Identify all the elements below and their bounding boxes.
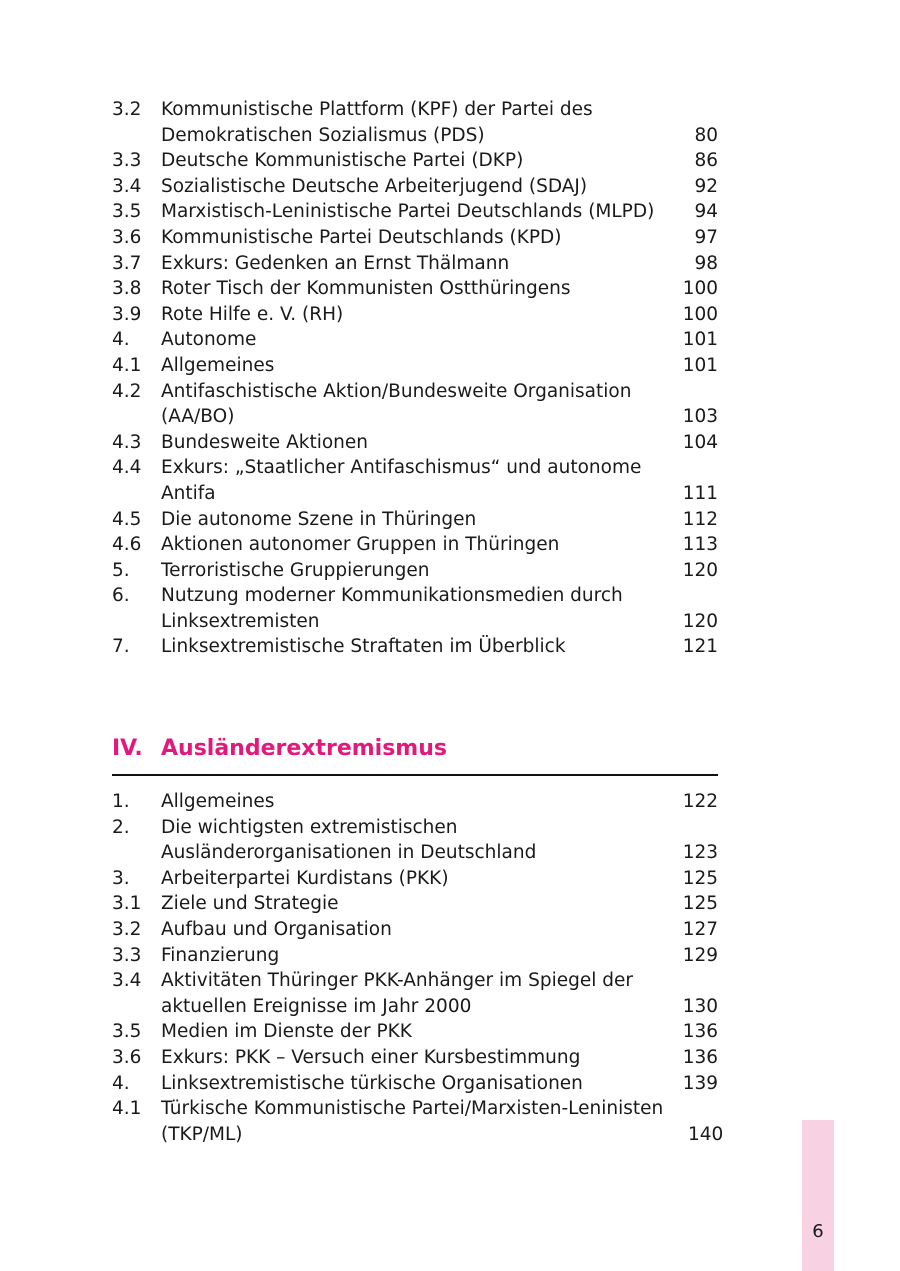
toc-entry <box>112 97 718 148</box>
entry-title-line: Exkurs: PKK – Versuch einer Kursbestimmung <box>161 1046 581 1068</box>
entry-page: 98 <box>694 252 718 274</box>
entry-page: 123 <box>682 842 718 864</box>
entry-page: 97 <box>694 226 718 248</box>
entry-title <box>161 379 658 430</box>
entry-title <box>161 532 658 558</box>
toc-entry <box>112 917 718 943</box>
entry-title-line: Rote Hilfe e. V. (RH) <box>161 303 344 325</box>
entry-title <box>161 1096 663 1147</box>
toc-entry <box>112 148 718 174</box>
entry-page: 103 <box>682 406 718 428</box>
entry-page: 104 <box>682 431 718 453</box>
entry-title-line: Terroristische Gruppierungen <box>161 559 430 581</box>
entry-title-line: Aktionen autonomer Gruppen in Thüringen <box>161 534 560 556</box>
entry-title <box>161 225 658 251</box>
toc-entry <box>112 430 718 456</box>
entry-title <box>161 891 658 917</box>
entry-number: 3.6 <box>112 226 142 248</box>
toc-entry <box>112 199 718 225</box>
toc-entry <box>112 276 718 302</box>
entry-number: 3.4 <box>112 970 142 992</box>
entry-page: 100 <box>682 278 718 300</box>
entry-title-line: Nutzung moderner Kommunikationsmedien durch <box>161 585 623 607</box>
entry-page: 92 <box>694 175 718 197</box>
entry-page: 101 <box>682 329 718 351</box>
entry-title <box>161 507 658 533</box>
entry-page: 130 <box>682 995 718 1017</box>
entry-title <box>161 789 658 815</box>
entry-number: 4.1 <box>112 1098 142 1120</box>
entry-number: 3.3 <box>112 944 142 966</box>
toc-entry <box>112 634 718 660</box>
entry-page: 111 <box>682 482 718 504</box>
entry-page: 140 <box>687 1123 724 1145</box>
toc-entry <box>112 866 718 892</box>
entry-title-line: Arbeiterpartei Kurdistans (PKK) <box>161 867 449 889</box>
entry-number: 7. <box>112 636 130 658</box>
toc-entry <box>112 1045 718 1071</box>
entry-title <box>161 815 658 866</box>
entry-number: 4.5 <box>112 508 142 530</box>
toc-entry <box>112 815 718 866</box>
toc-entry <box>112 943 718 969</box>
entry-title <box>161 276 658 302</box>
entry-title <box>161 430 658 456</box>
entry-title-line: Linksextremistische Straftaten im Überblick <box>161 636 566 658</box>
entry-number: 1. <box>112 791 130 812</box>
entry-number: 3. <box>112 867 130 889</box>
toc-entry <box>112 379 718 430</box>
entry-title <box>161 1019 658 1045</box>
entry-title <box>161 558 658 584</box>
entry-title <box>161 327 658 353</box>
entry-title-line: Antifa <box>161 482 216 504</box>
section-heading <box>112 733 718 765</box>
entry-page: 139 <box>682 1072 718 1094</box>
toc-entry <box>112 558 718 584</box>
entry-number: 6. <box>112 585 130 607</box>
entry-page: 127 <box>682 918 718 940</box>
entry-page: 80 <box>694 124 718 146</box>
entry-title <box>161 968 658 1019</box>
entry-page: 86 <box>694 150 718 172</box>
entry-title <box>161 199 658 225</box>
entry-title-line: Allgemeines <box>161 791 275 812</box>
page-tab <box>802 1120 834 1271</box>
entry-title-line: Marxistisch-Leninistische Partei Deutschlands (MLPD) <box>161 201 655 223</box>
entry-title <box>161 1045 658 1071</box>
entry-title <box>161 148 658 174</box>
entry-title-line: (AA/BO) <box>161 406 235 428</box>
entry-title-line: Medien im Dienste der PKK <box>161 1021 412 1043</box>
entry-title-line: Exkurs: „Staatlicher Antifaschismus“ und autonome <box>161 457 642 479</box>
entry-title-line: Exkurs: Gedenken an Ernst Thälmann <box>161 252 510 274</box>
toc-entry <box>112 353 718 379</box>
entry-title-line: Die wichtigsten extremistischen <box>161 816 458 838</box>
toc-entry <box>112 174 718 200</box>
toc-entry <box>112 1071 718 1097</box>
entry-page: 112 <box>682 508 718 530</box>
entry-title-line: Aktivitäten Thüringer PKK-Anhänger im Spiegel der <box>161 970 633 992</box>
toc-entry <box>112 968 718 1019</box>
entry-page: 129 <box>682 944 718 966</box>
entry-title-line: Ausländerorganisationen in Deutschland <box>161 842 537 864</box>
toc-list-top <box>112 97 718 660</box>
page-number: 6 <box>812 1221 824 1242</box>
entry-number: 4.1 <box>112 354 142 376</box>
entry-page: 94 <box>694 201 718 223</box>
entry-page: 100 <box>682 303 718 325</box>
entry-title-line: Ziele und Strategie <box>161 893 339 915</box>
entry-page: 136 <box>682 1021 718 1043</box>
entry-page: 122 <box>682 791 718 812</box>
entry-title <box>161 634 658 660</box>
entry-title <box>161 353 658 379</box>
entry-title-line: Türkische Kommunistische Partei/Marxisten-Leninisten <box>161 1098 664 1120</box>
entry-title-line: Roter Tisch der Kommunisten Ostthüringens <box>161 278 571 300</box>
entry-title <box>161 455 658 506</box>
entry-page: 136 <box>682 1046 718 1068</box>
entry-title <box>161 866 658 892</box>
entry-title-line: Sozialistische Deutsche Arbeiterjugend (SDAJ) <box>161 175 588 197</box>
toc-entry <box>112 507 718 533</box>
entry-number: 4. <box>112 1072 130 1094</box>
entry-page: 121 <box>682 636 718 658</box>
toc-entry <box>112 327 718 353</box>
entry-number: 3.3 <box>112 150 142 172</box>
toc-entry <box>112 1019 718 1045</box>
entry-title <box>161 943 658 969</box>
entry-title <box>161 174 658 200</box>
entry-title-line: Demokratischen Sozialismus (PDS) <box>161 124 485 146</box>
toc-list-bottom <box>112 789 724 1147</box>
entry-title-line: Kommunistische Plattform (KPF) der Partei des <box>161 99 593 120</box>
toc-entry <box>112 583 718 634</box>
toc-entry <box>112 891 718 917</box>
entry-number: 3.5 <box>112 1021 142 1043</box>
entry-number: 4.4 <box>112 457 142 479</box>
entry-number: 3.6 <box>112 1046 142 1068</box>
entry-page: 125 <box>682 867 718 889</box>
entry-title-line: (TKP/ML) <box>161 1123 243 1145</box>
entry-title-line: Bundesweite Aktionen <box>161 431 368 453</box>
entry-title <box>161 1071 658 1097</box>
toc-entry <box>112 1096 724 1147</box>
entry-page: 120 <box>682 559 718 581</box>
entry-title-line: Kommunistische Partei Deutschlands (KPD) <box>161 226 562 248</box>
entry-title <box>161 251 658 277</box>
entry-number: 2. <box>112 816 130 838</box>
entry-title <box>161 97 658 148</box>
entry-title-line: Linksextremistische türkische Organisationen <box>161 1072 583 1094</box>
entry-title-line: Finanzierung <box>161 944 280 966</box>
entry-number: 3.2 <box>112 99 142 120</box>
toc-entry <box>112 532 718 558</box>
entry-number: 4.6 <box>112 534 142 556</box>
entry-title-line: Die autonome Szene in Thüringen <box>161 508 477 530</box>
entry-number: 5. <box>112 559 130 581</box>
entry-title-line: Autonome <box>161 329 257 351</box>
entry-number: 4.3 <box>112 431 142 453</box>
entry-title-line: Aufbau und Organisation <box>161 918 392 940</box>
entry-title-line: Linksextremisten <box>161 610 320 632</box>
entry-number: 3.9 <box>112 303 142 325</box>
entry-number: 3.8 <box>112 278 142 300</box>
entry-title <box>161 302 658 328</box>
entry-number: 3.7 <box>112 252 142 274</box>
toc-entry <box>112 455 718 506</box>
entry-number: 3.2 <box>112 918 142 940</box>
entry-page: 101 <box>682 354 718 376</box>
entry-number: 3.1 <box>112 893 142 915</box>
toc-entry <box>112 302 718 328</box>
entry-page: 125 <box>682 893 718 915</box>
section-title: Ausländerextremismus <box>161 736 447 761</box>
entry-title-line: Deutsche Kommunistische Partei (DKP) <box>161 150 524 172</box>
section-rule <box>112 774 718 776</box>
toc-entry <box>112 789 718 815</box>
entry-number: 3.5 <box>112 201 142 223</box>
entry-number: 4.2 <box>112 380 142 402</box>
section-number: IV. <box>112 736 143 761</box>
toc-entry <box>112 251 718 277</box>
entry-title-line: Antifaschistische Aktion/Bundesweite Organisation <box>161 380 632 402</box>
entry-title <box>161 583 658 634</box>
toc-entry <box>112 225 718 251</box>
entry-number: 4. <box>112 329 130 351</box>
entry-title-line: Allgemeines <box>161 354 275 376</box>
entry-title <box>161 917 658 943</box>
entry-number: 3.4 <box>112 175 142 197</box>
entry-page: 120 <box>682 610 718 632</box>
entry-page: 113 <box>682 534 718 556</box>
entry-title-line: aktuellen Ereignisse im Jahr 2000 <box>161 995 472 1017</box>
